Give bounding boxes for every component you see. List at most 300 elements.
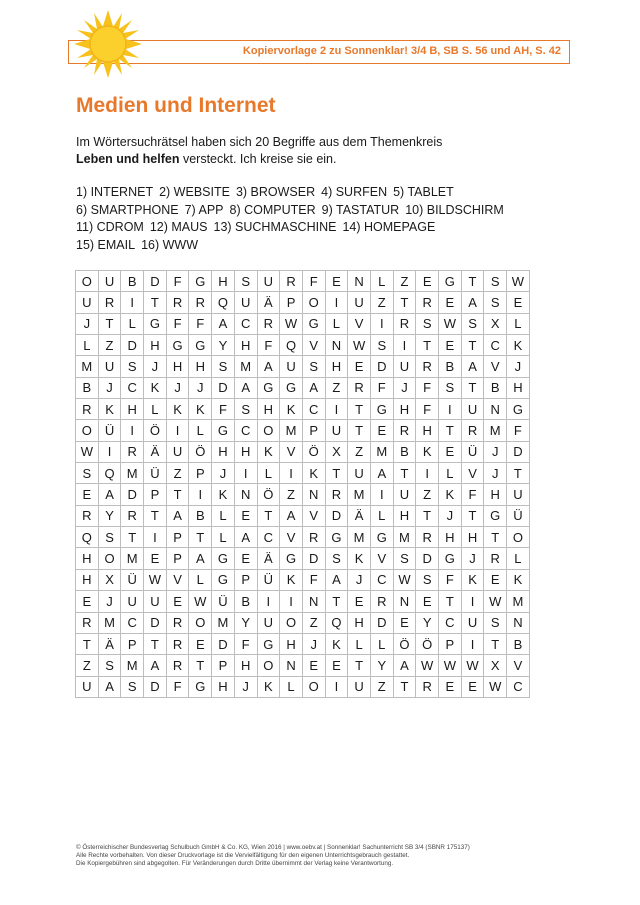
grid-cell[interactable]: S (302, 356, 325, 377)
grid-cell[interactable]: P (280, 292, 303, 313)
grid-cell[interactable]: X (98, 569, 121, 590)
grid-cell[interactable]: H (166, 356, 189, 377)
grid-cell[interactable]: K (439, 484, 462, 505)
grid-cell[interactable]: E (325, 271, 348, 292)
grid-cell[interactable]: S (484, 292, 507, 313)
grid-cell[interactable]: U (166, 441, 189, 462)
grid-cell[interactable]: C (439, 612, 462, 633)
grid-cell[interactable]: H (393, 399, 416, 420)
grid-cell[interactable]: A (370, 463, 393, 484)
grid-cell[interactable]: L (507, 313, 530, 334)
grid-cell[interactable]: L (370, 505, 393, 526)
grid-cell[interactable]: I (280, 463, 303, 484)
grid-cell[interactable]: P (166, 527, 189, 548)
grid-cell[interactable]: T (416, 335, 439, 356)
grid-cell[interactable]: E (166, 591, 189, 612)
grid-cell[interactable]: R (121, 441, 144, 462)
grid-cell[interactable]: K (461, 569, 484, 590)
grid-cell[interactable]: R (416, 356, 439, 377)
grid-cell[interactable]: Ä (98, 633, 121, 654)
grid-cell[interactable]: A (461, 292, 484, 313)
grid-cell[interactable]: J (98, 591, 121, 612)
grid-cell[interactable]: K (507, 335, 530, 356)
grid-cell[interactable]: B (484, 377, 507, 398)
grid-cell[interactable]: E (348, 591, 371, 612)
grid-cell[interactable]: Z (76, 655, 99, 676)
grid-cell[interactable]: W (416, 655, 439, 676)
grid-cell[interactable]: K (302, 463, 325, 484)
grid-cell[interactable]: E (416, 591, 439, 612)
grid-cell[interactable]: U (121, 591, 144, 612)
grid-cell[interactable]: S (234, 271, 257, 292)
grid-cell[interactable]: K (416, 441, 439, 462)
grid-cell[interactable]: F (234, 633, 257, 654)
grid-cell[interactable]: J (393, 377, 416, 398)
grid-cell[interactable]: F (166, 313, 189, 334)
grid-cell[interactable]: Ö (416, 633, 439, 654)
grid-cell[interactable]: Z (280, 484, 303, 505)
grid-cell[interactable]: U (393, 356, 416, 377)
grid-cell[interactable]: R (257, 313, 280, 334)
grid-cell[interactable]: M (507, 591, 530, 612)
grid-cell[interactable]: A (98, 676, 121, 697)
grid-cell[interactable]: S (121, 676, 144, 697)
grid-cell[interactable]: L (280, 676, 303, 697)
grid-cell[interactable]: Q (212, 292, 235, 313)
grid-cell[interactable]: G (484, 505, 507, 526)
grid-cell[interactable]: H (439, 527, 462, 548)
grid-cell[interactable]: L (76, 335, 99, 356)
grid-cell[interactable]: M (348, 484, 371, 505)
grid-cell[interactable]: G (507, 399, 530, 420)
grid-cell[interactable]: G (212, 420, 235, 441)
grid-cell[interactable]: D (212, 377, 235, 398)
grid-cell[interactable]: I (325, 292, 348, 313)
grid-cell[interactable]: H (76, 569, 99, 590)
grid-cell[interactable]: G (166, 335, 189, 356)
grid-cell[interactable]: K (166, 399, 189, 420)
grid-cell[interactable]: C (257, 527, 280, 548)
grid-cell[interactable]: D (121, 484, 144, 505)
grid-cell[interactable]: V (484, 356, 507, 377)
grid-cell[interactable]: T (257, 505, 280, 526)
grid-cell[interactable]: F (166, 271, 189, 292)
grid-cell[interactable]: K (257, 676, 280, 697)
grid-cell[interactable]: N (393, 591, 416, 612)
grid-cell[interactable]: J (166, 377, 189, 398)
grid-cell[interactable]: G (325, 527, 348, 548)
grid-cell[interactable]: S (212, 356, 235, 377)
grid-cell[interactable]: F (302, 569, 325, 590)
grid-cell[interactable]: F (439, 569, 462, 590)
grid-cell[interactable]: H (393, 505, 416, 526)
grid-cell[interactable]: U (280, 356, 303, 377)
grid-cell[interactable]: O (98, 548, 121, 569)
grid-cell[interactable]: V (302, 505, 325, 526)
grid-cell[interactable]: E (144, 548, 167, 569)
grid-cell[interactable]: H (234, 335, 257, 356)
grid-cell[interactable]: W (348, 335, 371, 356)
grid-cell[interactable]: U (507, 484, 530, 505)
grid-cell[interactable]: C (370, 569, 393, 590)
grid-cell[interactable]: Ö (393, 633, 416, 654)
grid-cell[interactable]: S (461, 313, 484, 334)
grid-cell[interactable]: I (121, 420, 144, 441)
grid-cell[interactable]: B (507, 633, 530, 654)
grid-cell[interactable]: Z (370, 292, 393, 313)
grid-cell[interactable]: L (370, 271, 393, 292)
grid-cell[interactable]: G (439, 548, 462, 569)
grid-cell[interactable]: I (257, 591, 280, 612)
grid-cell[interactable]: F (507, 420, 530, 441)
grid-cell[interactable]: T (121, 527, 144, 548)
grid-cell[interactable]: M (121, 548, 144, 569)
grid-cell[interactable]: W (189, 591, 212, 612)
grid-cell[interactable]: A (461, 356, 484, 377)
grid-cell[interactable]: Ä (257, 548, 280, 569)
grid-cell[interactable]: J (189, 377, 212, 398)
grid-cell[interactable]: M (212, 612, 235, 633)
grid-cell[interactable]: K (325, 633, 348, 654)
grid-cell[interactable]: E (393, 612, 416, 633)
grid-cell[interactable]: B (76, 377, 99, 398)
grid-cell[interactable]: E (348, 356, 371, 377)
grid-cell[interactable]: V (348, 313, 371, 334)
grid-cell[interactable]: T (461, 505, 484, 526)
grid-cell[interactable]: C (302, 399, 325, 420)
grid-cell[interactable]: F (189, 313, 212, 334)
grid-cell[interactable]: M (348, 527, 371, 548)
grid-cell[interactable]: O (507, 527, 530, 548)
grid-cell[interactable]: K (280, 569, 303, 590)
grid-cell[interactable]: X (484, 313, 507, 334)
grid-cell[interactable]: P (144, 484, 167, 505)
grid-cell[interactable]: M (121, 655, 144, 676)
grid-cell[interactable]: G (189, 676, 212, 697)
grid-cell[interactable]: H (257, 399, 280, 420)
grid-cell[interactable]: F (166, 676, 189, 697)
grid-cell[interactable]: L (439, 463, 462, 484)
grid-cell[interactable]: H (76, 548, 99, 569)
grid-cell[interactable]: Ü (121, 569, 144, 590)
grid-cell[interactable]: I (325, 676, 348, 697)
grid-cell[interactable]: T (348, 655, 371, 676)
grid-cell[interactable]: R (325, 484, 348, 505)
grid-cell[interactable]: H (212, 676, 235, 697)
grid-cell[interactable]: N (234, 484, 257, 505)
grid-cell[interactable]: L (507, 548, 530, 569)
grid-cell[interactable]: S (98, 527, 121, 548)
grid-cell[interactable]: I (166, 420, 189, 441)
grid-cell[interactable]: Ü (507, 505, 530, 526)
grid-cell[interactable]: T (348, 399, 371, 420)
grid-cell[interactable]: S (98, 655, 121, 676)
grid-cell[interactable]: Q (98, 463, 121, 484)
grid-cell[interactable]: Q (280, 335, 303, 356)
grid-cell[interactable]: U (325, 420, 348, 441)
grid-cell[interactable]: E (439, 292, 462, 313)
grid-cell[interactable]: E (439, 335, 462, 356)
grid-cell[interactable]: R (166, 292, 189, 313)
grid-cell[interactable]: C (121, 612, 144, 633)
grid-cell[interactable]: D (370, 612, 393, 633)
grid-cell[interactable]: T (484, 633, 507, 654)
grid-cell[interactable]: Ö (257, 484, 280, 505)
grid-cell[interactable]: R (166, 633, 189, 654)
grid-cell[interactable]: Q (76, 527, 99, 548)
grid-cell[interactable]: M (234, 356, 257, 377)
grid-cell[interactable]: D (144, 612, 167, 633)
grid-cell[interactable]: T (144, 292, 167, 313)
grid-cell[interactable]: Ä (257, 292, 280, 313)
grid-cell[interactable]: L (257, 463, 280, 484)
grid-cell[interactable]: L (370, 633, 393, 654)
grid-cell[interactable]: A (234, 377, 257, 398)
grid-cell[interactable]: T (461, 335, 484, 356)
grid-cell[interactable]: K (98, 399, 121, 420)
grid-cell[interactable]: V (280, 527, 303, 548)
grid-cell[interactable]: A (280, 505, 303, 526)
grid-cell[interactable]: W (393, 569, 416, 590)
grid-cell[interactable]: J (484, 441, 507, 462)
grid-cell[interactable]: P (439, 633, 462, 654)
grid-cell[interactable]: K (507, 569, 530, 590)
grid-cell[interactable]: U (348, 676, 371, 697)
grid-cell[interactable]: X (325, 441, 348, 462)
grid-cell[interactable]: N (280, 655, 303, 676)
grid-cell[interactable]: T (144, 505, 167, 526)
grid-cell[interactable]: R (416, 527, 439, 548)
grid-cell[interactable]: U (257, 271, 280, 292)
grid-cell[interactable]: R (121, 505, 144, 526)
grid-cell[interactable]: I (234, 463, 257, 484)
grid-cell[interactable]: W (439, 313, 462, 334)
grid-cell[interactable]: A (98, 484, 121, 505)
grid-cell[interactable]: A (257, 356, 280, 377)
grid-cell[interactable]: W (484, 591, 507, 612)
grid-cell[interactable]: X (484, 655, 507, 676)
grid-cell[interactable]: G (370, 399, 393, 420)
grid-cell[interactable]: Ü (461, 441, 484, 462)
grid-cell[interactable]: T (325, 591, 348, 612)
grid-cell[interactable]: L (212, 505, 235, 526)
grid-cell[interactable]: Z (348, 441, 371, 462)
grid-cell[interactable]: V (280, 441, 303, 462)
grid-cell[interactable]: G (280, 377, 303, 398)
grid-cell[interactable]: U (98, 271, 121, 292)
grid-cell[interactable]: H (484, 484, 507, 505)
grid-cell[interactable]: E (461, 676, 484, 697)
grid-cell[interactable]: E (234, 548, 257, 569)
grid-cell[interactable]: P (212, 655, 235, 676)
grid-cell[interactable]: C (484, 335, 507, 356)
grid-cell[interactable]: A (166, 505, 189, 526)
grid-cell[interactable]: R (166, 612, 189, 633)
grid-cell[interactable]: A (234, 527, 257, 548)
grid-cell[interactable]: I (121, 292, 144, 313)
grid-cell[interactable]: P (302, 420, 325, 441)
grid-cell[interactable]: Y (234, 612, 257, 633)
grid-cell[interactable]: Y (98, 505, 121, 526)
grid-cell[interactable]: E (370, 420, 393, 441)
grid-cell[interactable]: S (234, 399, 257, 420)
grid-cell[interactable]: V (507, 655, 530, 676)
grid-cell[interactable]: W (439, 655, 462, 676)
grid-cell[interactable]: R (484, 548, 507, 569)
grid-cell[interactable]: B (439, 356, 462, 377)
grid-cell[interactable]: O (76, 271, 99, 292)
grid-cell[interactable]: J (144, 356, 167, 377)
grid-cell[interactable]: N (507, 612, 530, 633)
grid-cell[interactable]: N (484, 399, 507, 420)
grid-cell[interactable]: O (257, 655, 280, 676)
grid-cell[interactable]: D (302, 548, 325, 569)
grid-cell[interactable]: H (144, 335, 167, 356)
grid-cell[interactable]: E (507, 292, 530, 313)
grid-cell[interactable]: N (302, 591, 325, 612)
grid-cell[interactable]: T (416, 505, 439, 526)
grid-cell[interactable]: R (76, 505, 99, 526)
grid-cell[interactable]: G (280, 548, 303, 569)
grid-cell[interactable]: F (416, 377, 439, 398)
grid-cell[interactable]: Ä (348, 505, 371, 526)
grid-cell[interactable]: I (280, 591, 303, 612)
grid-cell[interactable]: H (325, 356, 348, 377)
grid-cell[interactable]: F (302, 271, 325, 292)
grid-cell[interactable]: C (234, 420, 257, 441)
grid-cell[interactable]: Z (302, 612, 325, 633)
grid-cell[interactable]: U (234, 292, 257, 313)
grid-cell[interactable]: C (507, 676, 530, 697)
grid-cell[interactable]: G (257, 633, 280, 654)
grid-cell[interactable]: E (189, 633, 212, 654)
grid-cell[interactable]: H (234, 441, 257, 462)
grid-cell[interactable]: D (507, 441, 530, 462)
grid-cell[interactable]: Y (212, 335, 235, 356)
grid-cell[interactable]: S (121, 356, 144, 377)
grid-cell[interactable]: I (189, 484, 212, 505)
grid-cell[interactable]: E (439, 676, 462, 697)
grid-cell[interactable]: F (212, 399, 235, 420)
grid-cell[interactable]: L (348, 633, 371, 654)
grid-cell[interactable]: O (302, 676, 325, 697)
grid-cell[interactable]: E (416, 271, 439, 292)
grid-cell[interactable]: O (302, 292, 325, 313)
grid-cell[interactable]: I (393, 335, 416, 356)
grid-cell[interactable]: G (257, 377, 280, 398)
grid-cell[interactable]: A (302, 377, 325, 398)
grid-cell[interactable]: W (76, 441, 99, 462)
grid-cell[interactable]: A (212, 313, 235, 334)
grid-cell[interactable]: T (393, 463, 416, 484)
grid-cell[interactable]: P (234, 569, 257, 590)
grid-cell[interactable]: T (461, 377, 484, 398)
grid-cell[interactable]: W (507, 271, 530, 292)
grid-cell[interactable]: R (416, 292, 439, 313)
grid-cell[interactable]: V (302, 335, 325, 356)
grid-cell[interactable]: O (189, 612, 212, 633)
grid-cell[interactable]: H (507, 377, 530, 398)
grid-cell[interactable]: K (212, 484, 235, 505)
grid-cell[interactable]: T (325, 463, 348, 484)
grid-cell[interactable]: I (98, 441, 121, 462)
grid-cell[interactable]: E (76, 591, 99, 612)
grid-cell[interactable]: Ü (212, 591, 235, 612)
grid-cell[interactable]: U (461, 612, 484, 633)
grid-cell[interactable]: S (370, 335, 393, 356)
grid-cell[interactable]: Q (325, 612, 348, 633)
grid-cell[interactable]: E (484, 569, 507, 590)
grid-cell[interactable]: T (393, 292, 416, 313)
grid-cell[interactable]: C (121, 377, 144, 398)
grid-cell[interactable]: O (257, 420, 280, 441)
grid-cell[interactable]: K (257, 441, 280, 462)
grid-cell[interactable]: H (461, 527, 484, 548)
grid-cell[interactable]: A (393, 655, 416, 676)
grid-cell[interactable]: B (393, 441, 416, 462)
grid-cell[interactable]: Z (393, 271, 416, 292)
grid-cell[interactable]: N (348, 271, 371, 292)
grid-cell[interactable]: C (234, 313, 257, 334)
grid-cell[interactable]: G (189, 271, 212, 292)
grid-cell[interactable]: S (393, 548, 416, 569)
grid-cell[interactable]: T (348, 420, 371, 441)
grid-cell[interactable]: T (189, 527, 212, 548)
grid-cell[interactable]: T (439, 591, 462, 612)
grid-cell[interactable]: M (484, 420, 507, 441)
grid-cell[interactable]: R (76, 399, 99, 420)
grid-cell[interactable]: S (484, 271, 507, 292)
grid-cell[interactable]: L (212, 527, 235, 548)
grid-cell[interactable]: L (144, 399, 167, 420)
grid-cell[interactable]: L (121, 313, 144, 334)
grid-cell[interactable]: U (461, 399, 484, 420)
grid-cell[interactable]: J (98, 377, 121, 398)
grid-cell[interactable]: R (461, 420, 484, 441)
grid-cell[interactable]: R (166, 655, 189, 676)
grid-cell[interactable]: F (257, 335, 280, 356)
grid-cell[interactable]: V (166, 569, 189, 590)
grid-cell[interactable]: M (370, 441, 393, 462)
grid-cell[interactable]: Ü (144, 463, 167, 484)
grid-cell[interactable]: P (121, 633, 144, 654)
grid-cell[interactable]: M (98, 612, 121, 633)
grid-cell[interactable]: I (325, 399, 348, 420)
grid-cell[interactable]: Z (325, 377, 348, 398)
grid-cell[interactable]: H (416, 420, 439, 441)
grid-cell[interactable]: J (212, 463, 235, 484)
grid-cell[interactable]: R (348, 377, 371, 398)
grid-cell[interactable]: D (325, 505, 348, 526)
grid-cell[interactable]: G (212, 548, 235, 569)
grid-cell[interactable]: J (348, 569, 371, 590)
grid-cell[interactable]: H (189, 356, 212, 377)
grid-cell[interactable]: P (166, 548, 189, 569)
grid-cell[interactable]: Z (166, 463, 189, 484)
grid-cell[interactable]: P (189, 463, 212, 484)
grid-cell[interactable]: U (348, 292, 371, 313)
grid-cell[interactable]: K (280, 399, 303, 420)
grid-cell[interactable]: W (484, 676, 507, 697)
grid-cell[interactable]: F (461, 484, 484, 505)
grid-cell[interactable]: R (302, 527, 325, 548)
grid-cell[interactable]: Ö (189, 441, 212, 462)
grid-cell[interactable]: L (325, 313, 348, 334)
grid-cell[interactable]: G (302, 313, 325, 334)
grid-cell[interactable]: M (76, 356, 99, 377)
grid-cell[interactable]: T (189, 655, 212, 676)
grid-cell[interactable]: J (461, 548, 484, 569)
